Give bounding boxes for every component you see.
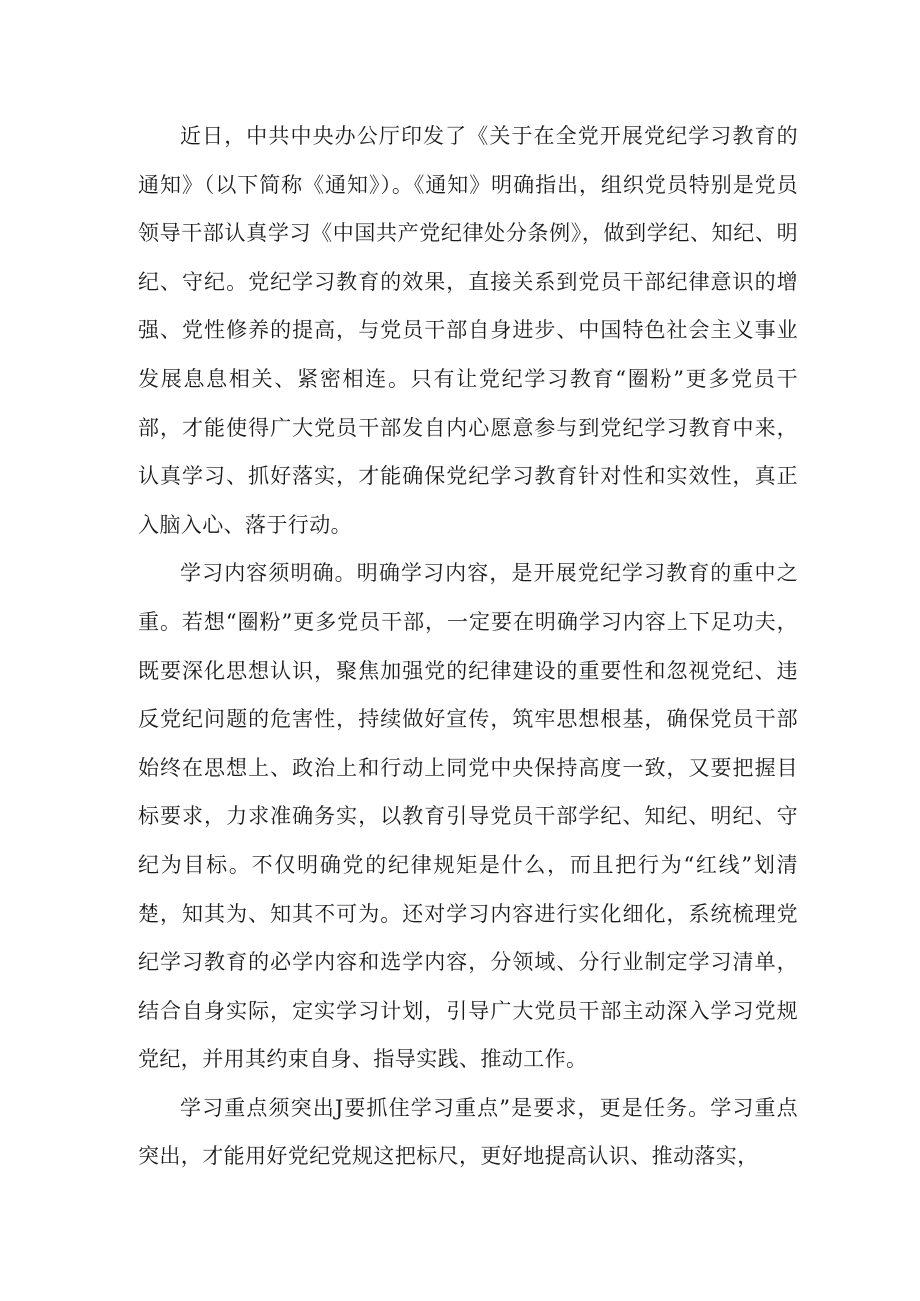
document-body [138, 112, 798, 1181]
paragraph-learning-focus: 学习重点须突出J要抓住学习重点”是要求，更是任务。学习重点突出，才能用好党纪党规这把标尺，更好地提高认识、推动落实， [138, 1095, 798, 1169]
paragraph-learning-content: 学习内容须明确。明确学习内容，是开展党纪学习教育的重中之重。若想“圈粉”更多党员干部，一定要在明确学习内容上下足功夫，既要深化思想认识，聚焦加强党的纪律建设的重要性和忽视党纪、违反党纪问题的危害性，持续做好宣传，筑牢思想根基，确保党员干部始终在思想上、政治上和行动上同党中央保持高度一致，又要把握目标要求，力求准确务实，以教育引导党员干部学纪、知纪、明纪、守纪为目标。不仅明确党的纪律规矩是什么，而且把行为“红线”划清楚，知其为、知其不可为。还对学习内容进行实化细化，系统梳理党纪学习教育的必学内容和选学内容，分领域、分行业制定学习清单，结合自身实际，定实学习计划，引导广大党员干部主动深入学习党规党纪，并用其约束自身、指导实践、推动工作。 [138, 561, 798, 1072]
paragraph-intro: 近日，中共中央办公厅印发了《关于在全党开展党纪学习教育的通知》（以下简称《通知》）。《通知》明确指出，组织党员特别是党员领导干部认真学习《中国共产党纪律处分条例》，做到学纪、知纪、明纪、守纪。党纪学习教育的效果，直接关系到党员干部纪律意识的增强、党性修养的提高，与党员干部自身进步、中国特色社会主义事业发展息息相关、紧密相连。只有让党纪学习教育“圈粉”更多党员干部，才能使得广大党员干部发自内心愿意参与到党纪学习教育中来，认真学习、抓好落实，才能确保党纪学习教育针对性和实效性，真正入脑入心、落于行动。 [138, 124, 798, 537]
